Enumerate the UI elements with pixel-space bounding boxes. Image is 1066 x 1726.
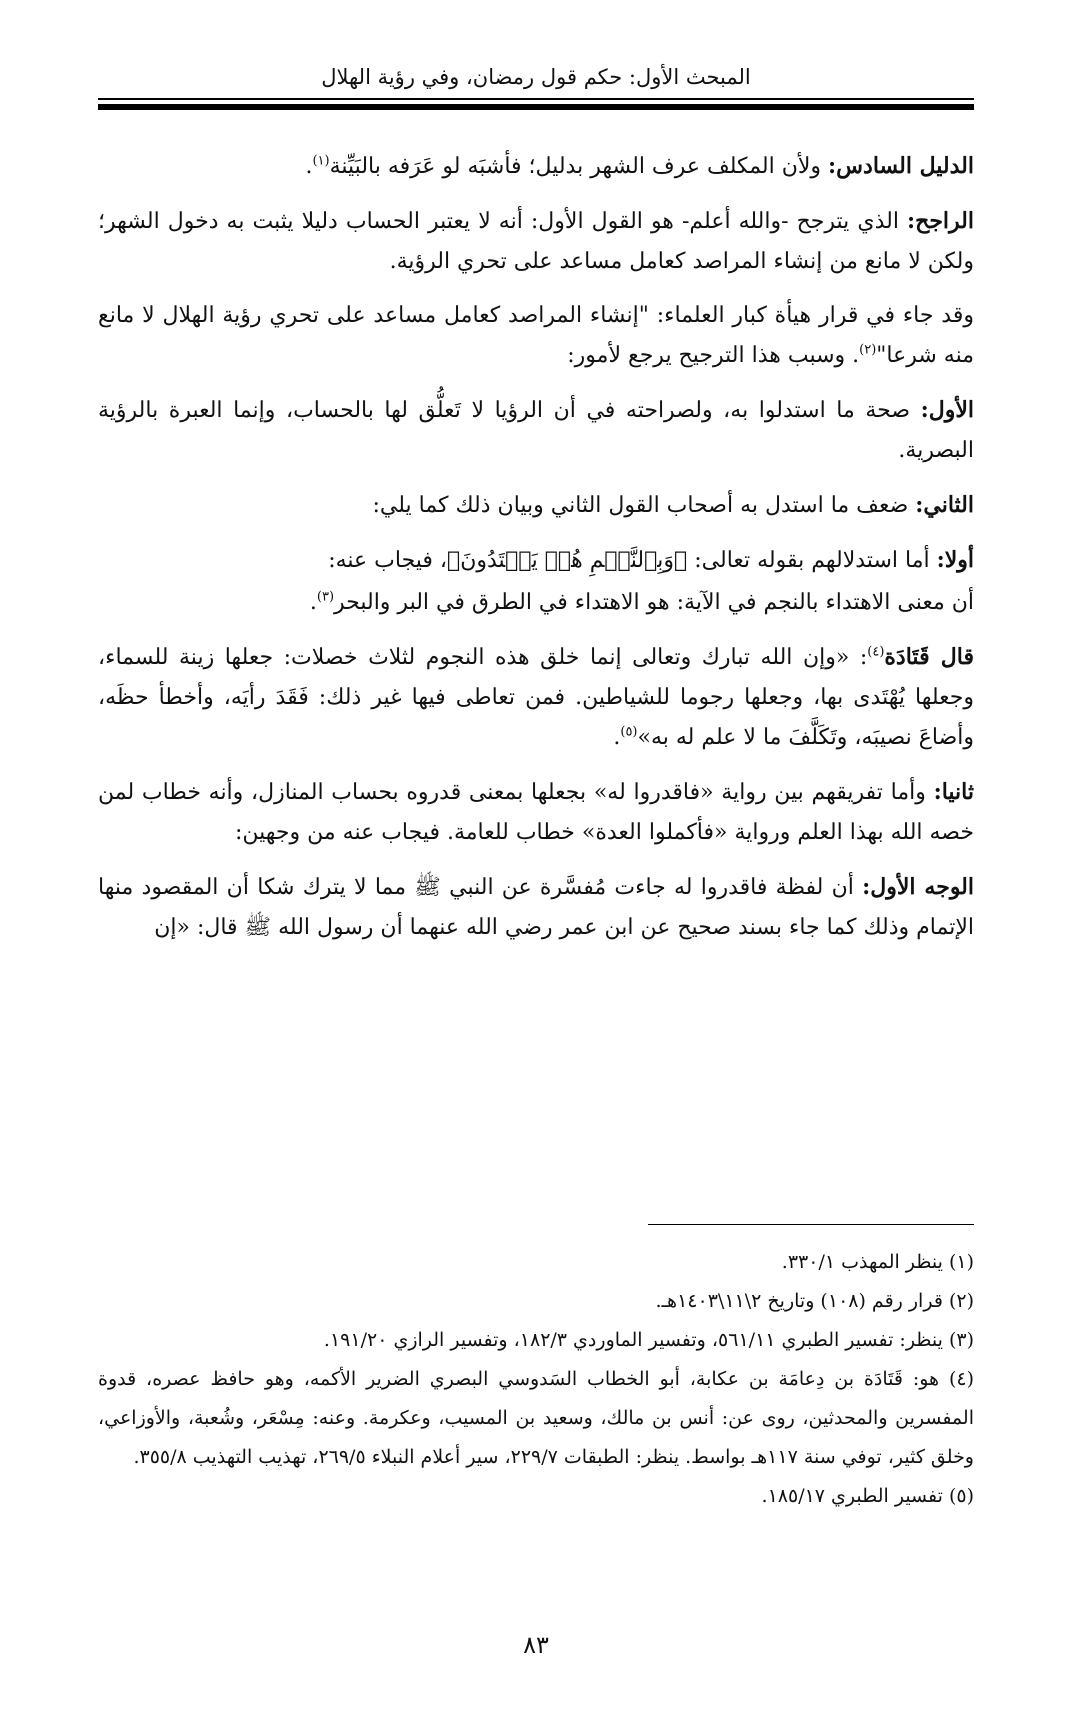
paragraph-star-meaning	[98, 583, 974, 623]
paragraph-label: الثاني:	[915, 492, 974, 518]
paragraph-label: الدليل السادس:	[828, 153, 974, 179]
header-rule-thin	[98, 98, 974, 100]
paragraph-text: الذي يترجح -والله أعلم- هو القول الأول: أنه لا يعتبر الحساب دليلا يثبت به دخول الشهر؛ ولكن لا مانع من إنشاء المراصد كعامل مساعد على تحري الرؤية.	[98, 209, 974, 274]
footnote-ref[interactable]: (٤)	[867, 644, 885, 660]
paragraph-tail: .	[613, 725, 621, 750]
paragraph-second-reason	[98, 485, 974, 526]
paragraph-label: الأول:	[920, 397, 974, 423]
paragraph-label: أولا:	[936, 547, 974, 573]
paragraph-text: أن معنى الاهتداء بالنجم في الآية: هو الاهتداء في الطرق في البر والبحر	[334, 590, 974, 615]
paragraph-tail: .	[305, 154, 313, 179]
footnote-ref[interactable]: (٣)	[316, 589, 335, 605]
footnote-separator	[648, 1224, 974, 1225]
paragraph-text: صحة ما استدلوا به، ولصراحته في أن الرؤيا لا تَعلُّق لها بالحساب، وإنما العبرة بالرؤية البصرية.	[98, 398, 974, 463]
paragraph-first-aspect	[98, 867, 974, 948]
paragraph-preferred-view	[98, 201, 974, 282]
paragraph-text: ضعف ما استدل به أصحاب القول الثاني وبيان ذلك كما يلي:	[372, 493, 916, 518]
footnote-3: (٣) ينظر: تفسير الطبري ٥٦١/١١، وتفسير الماوردي ١٨٢/٣، وتفسير الرازي ١٩١/٢٠.	[323, 1329, 974, 1351]
footnote-5: (٥) تفسير الطبري ١٨٥/١٧.	[761, 1485, 974, 1507]
page-number: ٨٣	[523, 1631, 549, 1659]
paragraph-text: ولأن المكلف عرف الشهر بدليل؛ فأشبَه لو عَرَفه بالبَيِّنة	[329, 154, 829, 179]
paragraph-tail: . وسبب هذا الترجيح يرجع لأمور:	[567, 343, 860, 368]
footnote-2: (٢) قرار رقم (١٠٨) وتاريخ ٢\١١\١٤٠٣هـ.	[655, 1290, 974, 1312]
footnote-ref[interactable]: (١)	[312, 153, 330, 169]
paragraph-evidence-six	[98, 146, 974, 187]
paragraph-label: قال قَتَادَة	[884, 644, 974, 670]
header-rule-thick	[98, 104, 974, 110]
paragraph-label: الوجه الأول:	[862, 874, 974, 900]
footnote-ref[interactable]: (٢)	[859, 342, 877, 358]
paragraph-text: أما استدلالهم بقوله تعالى: ﴿وَبِٱلنَّجۡمِ هُمۡ يَهۡتَدُونَ﴾، فيجاب عنه:	[328, 548, 937, 573]
footnote-1: (١) ينظر المهذب ٣٣٠/١.	[781, 1251, 974, 1273]
paragraph-tail: .	[309, 590, 317, 615]
paragraph-text: وأما تفريقهم بين رواية «فاقدروا له» بجعلها بمعنى قدروه بحساب المنازل، وأنه خطاب لمن خصه الله بهذا العلم ورواية «فأكملوا العدة» خطاب للعامة. فيجاب عنه من وجهين:	[98, 780, 974, 845]
paragraph-council-decision	[98, 296, 974, 376]
paragraph-secondly	[98, 772, 974, 853]
paragraph-firstly	[98, 540, 974, 581]
paragraph-label: الراجح:	[907, 208, 974, 234]
paragraph-first-reason	[98, 390, 974, 471]
footnotes	[98, 1243, 974, 1516]
paragraph-text: أن لفظة فاقدروا له جاءت مُفسَّرة عن النبي ﷺ مما لا يترك شكا أن المقصود منها الإتمام وذلك كما جاء بسند صحيح عن ابن عمر رضي الله عنهما أن رسول الله ﷺ قال: «إن	[98, 875, 974, 940]
paragraph-qatada-quote	[98, 637, 974, 758]
main-text	[98, 146, 974, 962]
paragraph-text: : «وإن الله تبارك وتعالى إنما خلق هذه النجوم لثلاث خصلات: جعلها زينة للسماء، وجعلها يُهْتَدى بها، وجعلها رجوما للشياطين. فمن تعاطى فيها غير ذلك: فَقَدَ رأيَه، وأخطأ حظَه، وأضاعَ نصيبَه، وتَكَلَّفَ ما لا علم له به»	[98, 645, 974, 750]
paragraph-label: ثانيا:	[933, 779, 974, 805]
footnote-4: (٤) هو: قَتَادَة بن دِعامَة بن عكابة، أبو الخطاب السَدوسي البصري الضرير الأكمه، وهو حافظ عصره، قدوة المفسرين والمحدثين، روى عن: أنس بن مالك، وسعيد بن المسيب، وعكرمة. وعنه: مِسْعَر، وشُعبة، والأوزاعي، وخلق كثير، توفي سنة ١١٧هـ بواسط. ينظر: الطبقات ٢٢٩/٧، سير أعلام النبلاء ٢٦٩/٥، تهذيب التهذيب ٣٥٥/٨.	[98, 1368, 974, 1468]
footnote-ref[interactable]: (٥)	[620, 724, 638, 740]
running-header: المبحث الأول: حكم قول رمضان، وفي رؤية الهلال	[321, 65, 751, 89]
paragraph-text: وقد جاء في قرار هيأة كبار العلماء: "إنشاء المراصد كعامل مساعد على تحري رؤية الهلال لا مانع منه شرعا"	[98, 303, 974, 368]
